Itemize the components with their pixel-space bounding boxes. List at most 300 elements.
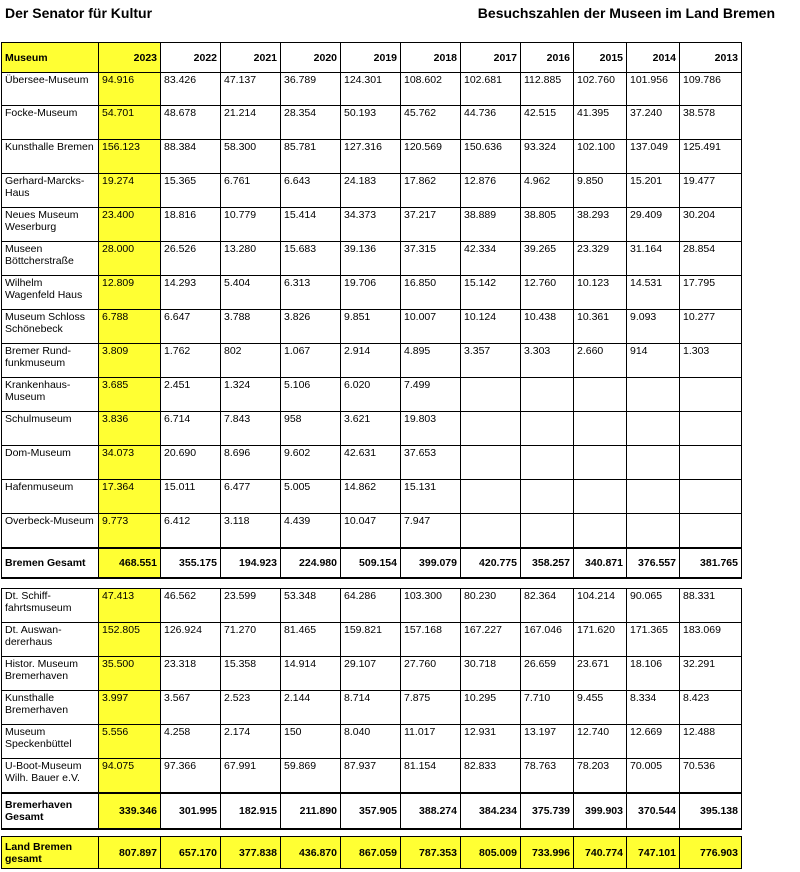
value-cell (461, 446, 521, 480)
value-cell: 377.838 (221, 837, 281, 869)
value-cell: 6.313 (281, 276, 341, 310)
value-cell: 47.413 (99, 589, 161, 623)
value-cell: 1.303 (680, 344, 742, 378)
value-cell: 2.174 (221, 725, 281, 759)
land-total-table (1, 836, 742, 869)
value-cell: 2.523 (221, 691, 281, 725)
value-cell: 3.836 (99, 412, 161, 446)
value-cell: 104.214 (574, 589, 627, 623)
value-cell: 93.324 (521, 140, 574, 174)
value-cell: 125.491 (680, 140, 742, 174)
value-cell (461, 378, 521, 412)
value-cell: 12.876 (461, 174, 521, 208)
table-row (2, 378, 742, 412)
value-cell: 50.193 (341, 106, 401, 140)
value-cell: 10.007 (401, 310, 461, 344)
value-cell: 27.760 (401, 657, 461, 691)
value-cell: 6.477 (221, 480, 281, 514)
value-cell: 23.329 (574, 242, 627, 276)
table-row (2, 242, 742, 276)
value-cell: 38.293 (574, 208, 627, 242)
row-label-cell: Dt. Schiff-fahrtsmuseum (2, 589, 99, 623)
value-cell: 6.714 (161, 412, 221, 446)
value-cell: 8.040 (341, 725, 401, 759)
value-cell: 23.318 (161, 657, 221, 691)
value-cell: 12.740 (574, 725, 627, 759)
value-cell: 150 (281, 725, 341, 759)
value-cell: 109.786 (680, 73, 742, 106)
table-header-row (2, 43, 742, 73)
value-cell: 150.636 (461, 140, 521, 174)
value-cell: 12.669 (627, 725, 680, 759)
value-cell: 82.833 (461, 759, 521, 793)
value-cell: 54.701 (99, 106, 161, 140)
value-cell (521, 514, 574, 548)
value-cell: 3.809 (99, 344, 161, 378)
value-cell: 23.671 (574, 657, 627, 691)
value-cell: 370.544 (627, 793, 680, 829)
row-label-cell: Neues Museum Weserburg (2, 208, 99, 242)
value-cell: 10.047 (341, 514, 401, 548)
row-label-cell: Museen Böttcherstraße (2, 242, 99, 276)
value-cell: 58.300 (221, 140, 281, 174)
value-cell (680, 412, 742, 446)
value-cell: 301.995 (161, 793, 221, 829)
value-cell: 395.138 (680, 793, 742, 829)
value-cell: 37.217 (401, 208, 461, 242)
value-cell: 13.280 (221, 242, 281, 276)
value-cell: 5.556 (99, 725, 161, 759)
value-cell: 26.659 (521, 657, 574, 691)
value-cell: 8.334 (627, 691, 680, 725)
value-cell: 10.277 (680, 310, 742, 344)
table-row (2, 446, 742, 480)
value-cell: 357.905 (341, 793, 401, 829)
value-cell: 6.761 (221, 174, 281, 208)
value-cell: 108.602 (401, 73, 461, 106)
value-cell (461, 514, 521, 548)
value-cell: 70.005 (627, 759, 680, 793)
value-cell: 1.762 (161, 344, 221, 378)
value-cell: 38.889 (461, 208, 521, 242)
table-row (2, 344, 742, 378)
value-cell: 399.903 (574, 793, 627, 829)
value-cell: 384.234 (461, 793, 521, 829)
value-cell: 8.714 (341, 691, 401, 725)
value-cell: 34.073 (99, 446, 161, 480)
value-cell: 2.660 (574, 344, 627, 378)
value-cell: 152.805 (99, 623, 161, 657)
value-cell: 90.065 (627, 589, 680, 623)
value-cell: 3.303 (521, 344, 574, 378)
value-cell: 39.265 (521, 242, 574, 276)
value-cell: 4.439 (281, 514, 341, 548)
value-cell: 64.286 (341, 589, 401, 623)
value-cell: 101.956 (627, 73, 680, 106)
column-header: 2015 (574, 43, 627, 73)
value-cell: 29.409 (627, 208, 680, 242)
value-cell: 102.100 (574, 140, 627, 174)
value-cell: 358.257 (521, 548, 574, 578)
value-cell: 18.816 (161, 208, 221, 242)
value-cell: 102.681 (461, 73, 521, 106)
row-label-cell: Museum Schloss Schönebeck (2, 310, 99, 344)
value-cell: 112.885 (521, 73, 574, 106)
value-cell: 156.123 (99, 140, 161, 174)
value-cell: 28.354 (281, 106, 341, 140)
table-row (2, 691, 742, 725)
value-cell: 78.203 (574, 759, 627, 793)
value-cell: 468.551 (99, 548, 161, 578)
value-cell: 120.569 (401, 140, 461, 174)
value-cell: 81.154 (401, 759, 461, 793)
value-cell: 30.204 (680, 208, 742, 242)
table-row (2, 480, 742, 514)
value-cell: 157.168 (401, 623, 461, 657)
value-cell: 5.005 (281, 480, 341, 514)
value-cell: 436.870 (281, 837, 341, 869)
value-cell: 36.789 (281, 73, 341, 106)
table-row (2, 208, 742, 242)
value-cell: 9.093 (627, 310, 680, 344)
value-cell: 7.499 (401, 378, 461, 412)
value-cell: 15.358 (221, 657, 281, 691)
value-cell: 10.438 (521, 310, 574, 344)
value-cell (680, 480, 742, 514)
value-cell: 167.227 (461, 623, 521, 657)
value-cell: 31.164 (627, 242, 680, 276)
table-row (2, 174, 742, 208)
value-cell: 171.620 (574, 623, 627, 657)
value-cell: 6.788 (99, 310, 161, 344)
value-cell (627, 514, 680, 548)
table-row (2, 310, 742, 344)
page-title-left: Der Senator für Kultur (5, 5, 153, 21)
table-row (2, 412, 742, 446)
value-cell: 37.315 (401, 242, 461, 276)
value-cell: 740.774 (574, 837, 627, 869)
value-cell: 10.123 (574, 276, 627, 310)
row-label-cell: Gerhard-Marcks-Haus (2, 174, 99, 208)
column-header: 2020 (281, 43, 341, 73)
value-cell: 657.170 (161, 837, 221, 869)
column-header: 2014 (627, 43, 680, 73)
value-cell: 82.364 (521, 589, 574, 623)
value-cell (461, 412, 521, 446)
value-cell: 15.414 (281, 208, 341, 242)
value-cell: 388.274 (401, 793, 461, 829)
value-cell: 14.293 (161, 276, 221, 310)
value-cell (461, 480, 521, 514)
value-cell: 340.871 (574, 548, 627, 578)
value-cell: 9.773 (99, 514, 161, 548)
value-cell: 3.997 (99, 691, 161, 725)
value-cell: 958 (281, 412, 341, 446)
value-cell: 20.690 (161, 446, 221, 480)
value-cell: 807.897 (99, 837, 161, 869)
value-cell (680, 378, 742, 412)
value-cell: 19.706 (341, 276, 401, 310)
value-cell: 35.500 (99, 657, 161, 691)
column-header: 2016 (521, 43, 574, 73)
value-cell: 88.331 (680, 589, 742, 623)
value-cell: 15.011 (161, 480, 221, 514)
value-cell: 87.937 (341, 759, 401, 793)
value-cell: 182.915 (221, 793, 281, 829)
table-row (2, 514, 742, 548)
value-cell: 375.739 (521, 793, 574, 829)
value-cell: 48.678 (161, 106, 221, 140)
value-cell: 14.862 (341, 480, 401, 514)
column-header: Museum (2, 43, 99, 73)
row-label-cell: Histor. Museum Bremerhaven (2, 657, 99, 691)
value-cell (521, 378, 574, 412)
value-cell (627, 446, 680, 480)
row-label-cell: Focke-Museum (2, 106, 99, 140)
value-cell: 12.809 (99, 276, 161, 310)
value-cell: 167.046 (521, 623, 574, 657)
value-cell (574, 480, 627, 514)
value-cell: 32.291 (680, 657, 742, 691)
value-cell: 7.710 (521, 691, 574, 725)
value-cell: 6.412 (161, 514, 221, 548)
value-cell (574, 378, 627, 412)
column-header: 2022 (161, 43, 221, 73)
value-cell: 3.567 (161, 691, 221, 725)
row-label-cell: Schulmuseum (2, 412, 99, 446)
value-cell: 3.118 (221, 514, 281, 548)
value-cell: 42.631 (341, 446, 401, 480)
value-cell: 8.423 (680, 691, 742, 725)
value-cell: 3.826 (281, 310, 341, 344)
value-cell: 776.903 (680, 837, 742, 869)
value-cell: 67.991 (221, 759, 281, 793)
value-cell (521, 412, 574, 446)
table-row (2, 276, 742, 310)
value-cell (521, 446, 574, 480)
value-cell: 70.536 (680, 759, 742, 793)
column-header: 2023 (99, 43, 161, 73)
value-cell: 399.079 (401, 548, 461, 578)
row-label-cell: Dt. Auswan-dererhaus (2, 623, 99, 657)
value-cell (627, 480, 680, 514)
value-cell (680, 514, 742, 548)
value-cell: 34.373 (341, 208, 401, 242)
value-cell: 1.324 (221, 378, 281, 412)
value-cell: 6.647 (161, 310, 221, 344)
value-cell: 9.602 (281, 446, 341, 480)
value-cell: 6.643 (281, 174, 341, 208)
value-cell: 15.142 (461, 276, 521, 310)
value-cell: 171.365 (627, 623, 680, 657)
value-cell: 19.803 (401, 412, 461, 446)
value-cell: 127.316 (341, 140, 401, 174)
value-cell: 802 (221, 344, 281, 378)
row-label-cell: Bremen Gesamt (2, 548, 99, 578)
value-cell (627, 378, 680, 412)
value-cell: 747.101 (627, 837, 680, 869)
value-cell: 21.214 (221, 106, 281, 140)
value-cell: 194.923 (221, 548, 281, 578)
value-cell: 2.914 (341, 344, 401, 378)
value-cell: 1.067 (281, 344, 341, 378)
value-cell: 420.775 (461, 548, 521, 578)
row-label-cell: Kunsthalle Bremerhaven (2, 691, 99, 725)
value-cell: 15.365 (161, 174, 221, 208)
table-row (2, 623, 742, 657)
value-cell: 211.890 (281, 793, 341, 829)
value-cell: 5.106 (281, 378, 341, 412)
value-cell: 85.781 (281, 140, 341, 174)
value-cell: 78.763 (521, 759, 574, 793)
table-row (2, 759, 742, 793)
value-cell: 19.477 (680, 174, 742, 208)
value-cell: 12.760 (521, 276, 574, 310)
value-cell: 41.395 (574, 106, 627, 140)
value-cell: 13.197 (521, 725, 574, 759)
value-cell: 11.017 (401, 725, 461, 759)
value-cell: 15.201 (627, 174, 680, 208)
value-cell: 4.895 (401, 344, 461, 378)
value-cell: 30.718 (461, 657, 521, 691)
bremen-table (1, 42, 742, 579)
value-cell: 14.531 (627, 276, 680, 310)
value-cell: 9.455 (574, 691, 627, 725)
value-cell: 26.526 (161, 242, 221, 276)
value-cell: 124.301 (341, 73, 401, 106)
value-cell: 867.059 (341, 837, 401, 869)
value-cell: 7.843 (221, 412, 281, 446)
value-cell: 4.962 (521, 174, 574, 208)
row-label-cell: Kunsthalle Bremen (2, 140, 99, 174)
value-cell: 83.426 (161, 73, 221, 106)
row-label-cell: Hafenmuseum (2, 480, 99, 514)
value-cell: 17.795 (680, 276, 742, 310)
bremen-total-row (2, 548, 742, 578)
value-cell: 4.258 (161, 725, 221, 759)
value-cell: 224.980 (281, 548, 341, 578)
value-cell: 339.346 (99, 793, 161, 829)
value-cell: 42.515 (521, 106, 574, 140)
value-cell: 94.075 (99, 759, 161, 793)
value-cell: 59.869 (281, 759, 341, 793)
bremerhaven-table (1, 588, 742, 830)
table-row (2, 725, 742, 759)
value-cell: 14.914 (281, 657, 341, 691)
value-cell: 7.875 (401, 691, 461, 725)
value-cell: 80.230 (461, 589, 521, 623)
value-cell: 126.924 (161, 623, 221, 657)
value-cell: 24.183 (341, 174, 401, 208)
column-header: 2018 (401, 43, 461, 73)
value-cell: 28.854 (680, 242, 742, 276)
value-cell: 38.805 (521, 208, 574, 242)
row-label-cell: Krankenhaus-Museum (2, 378, 99, 412)
value-cell: 18.106 (627, 657, 680, 691)
row-label-cell: Bremerhaven Gesamt (2, 793, 99, 829)
value-cell: 3.621 (341, 412, 401, 446)
value-cell: 37.653 (401, 446, 461, 480)
value-cell: 15.683 (281, 242, 341, 276)
value-cell: 376.557 (627, 548, 680, 578)
value-cell: 805.009 (461, 837, 521, 869)
value-cell (521, 480, 574, 514)
value-cell (627, 412, 680, 446)
table-row (2, 657, 742, 691)
land-total-row (2, 837, 742, 869)
table-row (2, 73, 742, 106)
row-label-cell: Wilhelm Wagenfeld Haus (2, 276, 99, 310)
value-cell: 159.821 (341, 623, 401, 657)
table-row (2, 106, 742, 140)
value-cell: 47.137 (221, 73, 281, 106)
value-cell: 10.124 (461, 310, 521, 344)
value-cell: 10.295 (461, 691, 521, 725)
value-cell: 29.107 (341, 657, 401, 691)
table-row (2, 589, 742, 623)
value-cell: 9.851 (341, 310, 401, 344)
value-cell: 17.862 (401, 174, 461, 208)
value-cell: 5.404 (221, 276, 281, 310)
value-cell: 71.270 (221, 623, 281, 657)
value-cell: 12.488 (680, 725, 742, 759)
value-cell: 2.451 (161, 378, 221, 412)
value-cell: 28.000 (99, 242, 161, 276)
value-cell: 81.465 (281, 623, 341, 657)
value-cell: 9.850 (574, 174, 627, 208)
value-cell: 10.779 (221, 208, 281, 242)
value-cell: 381.765 (680, 548, 742, 578)
row-label-cell: Bremer Rund-funkmuseum (2, 344, 99, 378)
value-cell: 355.175 (161, 548, 221, 578)
value-cell: 3.357 (461, 344, 521, 378)
value-cell: 42.334 (461, 242, 521, 276)
value-cell: 102.760 (574, 73, 627, 106)
value-cell: 15.131 (401, 480, 461, 514)
column-header: 2017 (461, 43, 521, 73)
value-cell: 39.136 (341, 242, 401, 276)
value-cell: 46.562 (161, 589, 221, 623)
value-cell: 3.685 (99, 378, 161, 412)
value-cell: 45.762 (401, 106, 461, 140)
value-cell: 17.364 (99, 480, 161, 514)
value-cell: 38.578 (680, 106, 742, 140)
value-cell: 44.736 (461, 106, 521, 140)
value-cell: 16.850 (401, 276, 461, 310)
value-cell: 23.400 (99, 208, 161, 242)
column-header: 2021 (221, 43, 281, 73)
value-cell: 183.069 (680, 623, 742, 657)
value-cell: 88.384 (161, 140, 221, 174)
page-title-right: Besuchszahlen der Museen im Land Bremen (477, 5, 775, 21)
value-cell: 103.300 (401, 589, 461, 623)
value-cell: 94.916 (99, 73, 161, 106)
value-cell: 97.366 (161, 759, 221, 793)
value-cell: 10.361 (574, 310, 627, 344)
value-cell: 3.788 (221, 310, 281, 344)
value-cell: 914 (627, 344, 680, 378)
row-label-cell: Museum Speckenbüttel (2, 725, 99, 759)
value-cell: 23.599 (221, 589, 281, 623)
table-row (2, 140, 742, 174)
row-label-cell: Dom-Museum (2, 446, 99, 480)
row-label-cell: Übersee-Museum (2, 73, 99, 106)
value-cell (574, 446, 627, 480)
value-cell: 12.931 (461, 725, 521, 759)
value-cell: 787.353 (401, 837, 461, 869)
row-label-cell: Overbeck-Museum (2, 514, 99, 548)
value-cell (680, 446, 742, 480)
